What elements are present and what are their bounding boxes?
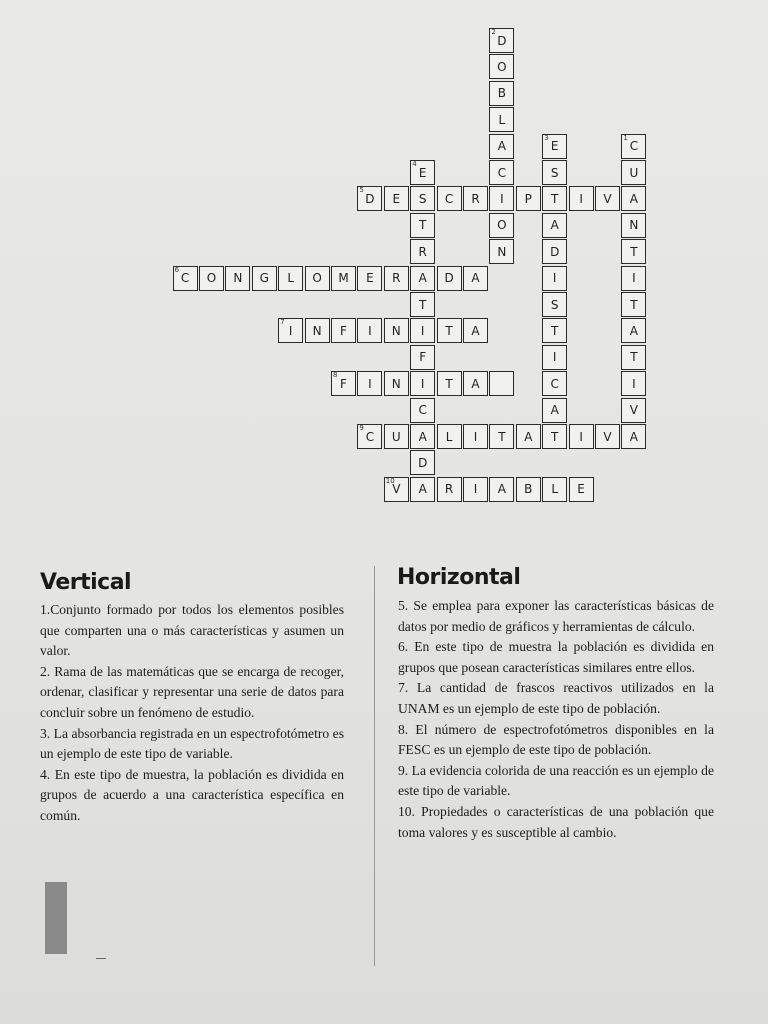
- cell-letter: I: [579, 429, 583, 444]
- crossword-cell[interactable]: [489, 28, 514, 53]
- cell-letter: R: [392, 271, 401, 286]
- crossword-cell[interactable]: [542, 318, 567, 343]
- crossword-cell[interactable]: [621, 345, 646, 370]
- crossword-cell[interactable]: [410, 213, 435, 238]
- crossword-cell[interactable]: [542, 239, 567, 264]
- crossword-cell[interactable]: [621, 213, 646, 238]
- cell-letter: T: [445, 376, 453, 391]
- cell-letter: P: [524, 191, 532, 206]
- crossword-cell[interactable]: [331, 318, 356, 343]
- cell-letter: N: [629, 218, 639, 233]
- cell-letter: N: [391, 376, 401, 391]
- cell-letter: I: [632, 376, 636, 391]
- crossword-cell[interactable]: [621, 186, 646, 211]
- crossword-cell[interactable]: [437, 477, 462, 502]
- crossword-cell[interactable]: [542, 186, 567, 211]
- cell-letter: A: [629, 429, 638, 444]
- cell-letter: C: [550, 376, 559, 391]
- crossword-cell[interactable]: [410, 266, 435, 291]
- cell-letter: D: [444, 271, 454, 286]
- crossword-cell[interactable]: [357, 186, 382, 211]
- crossword-cell[interactable]: [410, 318, 435, 343]
- crossword-cell[interactable]: [621, 424, 646, 449]
- crossword-cell[interactable]: [384, 371, 409, 396]
- crossword-cell[interactable]: [384, 186, 409, 211]
- column-divider: [374, 566, 375, 966]
- crossword-cell[interactable]: [489, 239, 514, 264]
- cell-letter: I: [420, 376, 425, 391]
- cell-letter: T: [630, 350, 638, 365]
- crossword-cell[interactable]: [516, 477, 541, 502]
- crossword-cell[interactable]: [569, 424, 594, 449]
- cell-letter: T: [498, 429, 506, 444]
- cell-number: 2: [491, 28, 496, 36]
- cell-letter: I: [552, 350, 557, 365]
- cell-letter: A: [550, 218, 559, 233]
- crossword-cell[interactable]: [621, 371, 646, 396]
- crossword-cell[interactable]: [621, 266, 646, 291]
- cell-letter: A: [471, 323, 480, 338]
- crossword-cell[interactable]: [384, 424, 409, 449]
- cell-letter: A: [497, 482, 506, 497]
- cell-letter: V: [629, 403, 638, 418]
- crossword-cell[interactable]: [463, 424, 488, 449]
- crossword-cell[interactable]: [595, 186, 620, 211]
- clue-vertical-2: 2. Rama de las matemáticas que se encarga de recoger, ordenar, clasificar y representar una serie de datos para concluir sobre un fenómeno de estudio.: [40, 663, 344, 720]
- crossword-cell[interactable]: [410, 450, 435, 475]
- crossword-cell[interactable]: [463, 371, 488, 396]
- cell-letter: I: [288, 323, 293, 338]
- crossword-cell[interactable]: [410, 292, 435, 317]
- crossword-cell[interactable]: [542, 371, 567, 396]
- crossword-cell[interactable]: [542, 345, 567, 370]
- crossword-cell[interactable]: [225, 266, 250, 291]
- cell-letter: C: [497, 165, 507, 180]
- cell-letter: C: [365, 429, 375, 444]
- cell-letter: D: [365, 191, 375, 206]
- cell-letter: A: [418, 429, 427, 444]
- crossword-cell[interactable]: [489, 107, 514, 132]
- crossword-cell[interactable]: [542, 160, 567, 185]
- crossword-cell[interactable]: [621, 318, 646, 343]
- cell-letter: N: [233, 271, 243, 286]
- cell-letter: T: [445, 323, 453, 338]
- cell-number: 1: [623, 133, 628, 142]
- crossword-cell[interactable]: [542, 477, 567, 502]
- cell-letter: N: [497, 244, 507, 259]
- cell-letter: T: [419, 218, 427, 233]
- crossword-cell[interactable]: [621, 239, 646, 264]
- clue-vertical-3: 3. La absorbancia registrada en un espectrofotómetro es un ejemplo de este tipo de variable.: [40, 725, 344, 762]
- cell-letter: U: [629, 165, 639, 180]
- cell-letter: D: [418, 455, 428, 470]
- crossword-cell[interactable]: [278, 266, 303, 291]
- crossword-cell[interactable]: [384, 477, 409, 502]
- cell-letter: A: [418, 271, 427, 286]
- cell-letter: I: [473, 482, 478, 497]
- crossword-cell[interactable]: [569, 477, 594, 502]
- crossword-cell[interactable]: [410, 371, 435, 396]
- cell-letter: F: [340, 323, 347, 338]
- crossword-cell[interactable]: [542, 292, 567, 317]
- cell-letter: C: [444, 191, 454, 206]
- cell-letter: I: [420, 323, 425, 338]
- crossword-cell[interactable]: [331, 266, 356, 291]
- cell-letter: O: [206, 271, 217, 286]
- cell-letter: A: [471, 271, 480, 286]
- crossword-cell[interactable]: [437, 424, 462, 449]
- cell-letter: A: [629, 191, 638, 206]
- cell-letter: T: [551, 191, 559, 206]
- crossword-cell[interactable]: [437, 318, 462, 343]
- cell-letter: E: [550, 139, 559, 154]
- cell-letter: D: [550, 244, 560, 259]
- crossword-cell[interactable]: [410, 160, 435, 185]
- cell-letter: I: [552, 271, 557, 286]
- clue-horizontal-8: 8. El número de espectrofotómetros disponibles en la FESC es un ejemplo de este tipo de población.: [398, 721, 714, 758]
- crossword-cell[interactable]: [410, 345, 435, 370]
- crossword-cell[interactable]: [489, 213, 514, 238]
- cell-letter: G: [259, 271, 269, 286]
- cell-letter: I: [632, 271, 636, 286]
- cell-letter: T: [551, 429, 559, 444]
- crossword-cell[interactable]: [489, 81, 514, 106]
- vertical-heading: Vertical: [40, 570, 132, 595]
- cell-number: 8: [333, 371, 338, 380]
- clue-horizontal-9: 9. La evidencia colorida de una reacción es un ejemplo de este tipo de variable.: [398, 762, 714, 799]
- cell-letter: B: [497, 86, 506, 101]
- crossword-cell[interactable]: [569, 186, 594, 211]
- crossword-cell[interactable]: [410, 398, 435, 423]
- crossword-cell[interactable]: [173, 266, 198, 291]
- cell-letter: C: [418, 403, 427, 418]
- cell-letter: E: [366, 271, 374, 286]
- cell-letter: L: [498, 112, 506, 127]
- cell-number: 4: [412, 160, 417, 168]
- cell-letter: E: [418, 165, 427, 180]
- crossword-cell[interactable]: [437, 371, 462, 396]
- cell-letter: U: [391, 429, 401, 444]
- cell-letter: A: [629, 323, 638, 338]
- crossword-cell[interactable]: [489, 54, 514, 79]
- crossword-cell[interactable]: [463, 186, 488, 211]
- crossword-cell[interactable]: [463, 266, 488, 291]
- clue-horizontal-6: 6. En este tipo de muestra la población es dividida en grupos que posean características similares entre ellos.: [398, 639, 714, 675]
- cell-letter: I: [579, 191, 583, 206]
- cell-letter: N: [312, 323, 322, 338]
- cell-letter: L: [445, 429, 453, 444]
- cell-letter: I: [473, 429, 478, 444]
- cell-letter: C: [629, 139, 639, 154]
- crossword-cell[interactable]: [489, 160, 514, 185]
- cell-letter: R: [418, 244, 427, 259]
- crossword-cell[interactable]: [542, 134, 567, 159]
- crossword-cell[interactable]: [489, 186, 514, 211]
- cell-letter: A: [497, 139, 506, 154]
- cell-number: 3: [544, 133, 549, 142]
- cell-letter: F: [340, 376, 347, 391]
- crossword-cell[interactable]: [516, 424, 541, 449]
- crossword-cell[interactable]: [278, 318, 303, 343]
- cell-number: 7: [280, 318, 285, 327]
- crossword-cell[interactable]: [542, 213, 567, 238]
- cell-number: 10: [385, 476, 395, 485]
- crossword-cell[interactable]: [489, 134, 514, 159]
- crossword-cell[interactable]: [410, 424, 435, 449]
- cell-letter: I: [368, 323, 372, 338]
- crossword-cell[interactable]: [357, 266, 382, 291]
- cell-letter: A: [550, 403, 559, 418]
- cell-letter: T: [419, 297, 427, 312]
- cell-number: 5: [359, 186, 364, 195]
- crossword-cell[interactable]: [516, 186, 541, 211]
- vertical-clues: [40, 600, 344, 827]
- cell-letter: V: [603, 191, 612, 206]
- cell-letter: A: [524, 429, 533, 444]
- horizontal-heading: Horizontal: [397, 565, 521, 590]
- clue-vertical-4: 4. En este tipo de muestra, la población es dividida en grupos de acuerdo a una característica específica en común.: [40, 766, 344, 823]
- cell-letter: A: [471, 376, 480, 391]
- crossword-cell[interactable]: [621, 398, 646, 423]
- crossword-cell[interactable]: [621, 134, 646, 159]
- gray-margin-bar: [45, 882, 67, 954]
- crossword-cell[interactable]: [410, 186, 435, 211]
- crossword-cell[interactable]: [542, 398, 567, 423]
- crossword-cell[interactable]: [621, 292, 646, 317]
- crossword-cell[interactable]: [357, 424, 382, 449]
- crossword-cell[interactable]: [305, 318, 330, 343]
- crossword-cell[interactable]: [595, 424, 620, 449]
- cell-letter: I: [368, 376, 372, 391]
- crossword-cell[interactable]: [252, 266, 277, 291]
- crossword-cell[interactable]: [542, 424, 567, 449]
- cell-letter: R: [471, 191, 480, 206]
- crossword-cell[interactable]: [463, 477, 488, 502]
- cell-number: 6: [174, 265, 180, 274]
- clue-horizontal-7: 7. La cantidad de frascos reactivos utilizados en la UNAM es un ejemplo de este tipo de población.: [398, 680, 714, 716]
- crossword-cell[interactable]: [331, 371, 356, 396]
- cell-letter: D: [497, 33, 507, 48]
- small-dash: [96, 958, 106, 959]
- cell-letter: R: [444, 482, 454, 497]
- cell-letter: E: [577, 482, 585, 497]
- clue-vertical-1: 1.Conjunto formado por todos los elementos posibles que comparten una o más características y asumen un valor.: [40, 602, 344, 659]
- crossword-cell[interactable]: [384, 318, 409, 343]
- crossword-cell[interactable]: [489, 424, 514, 449]
- cell-letter: S: [418, 191, 427, 206]
- cell-number: 9: [359, 424, 364, 432]
- cell-letter: N: [391, 323, 401, 338]
- crossword-cell[interactable]: [410, 477, 435, 502]
- cell-letter: T: [630, 297, 638, 312]
- crossword-cell[interactable]: [384, 266, 409, 291]
- crossword-cell[interactable]: [437, 186, 462, 211]
- cell-letter: C: [180, 271, 190, 286]
- crossword-cell[interactable]: [305, 266, 330, 291]
- cell-letter: L: [551, 482, 559, 497]
- cell-letter: I: [500, 191, 504, 206]
- crossword-cell[interactable]: [463, 318, 488, 343]
- crossword-cell[interactable]: [410, 239, 435, 264]
- cell-letter: V: [392, 482, 401, 497]
- clue-horizontal-5: 5. Se emplea para exponer las características básicas de datos por medio de gráficos y herramientas de cálculo.: [398, 598, 714, 634]
- cell-letter: L: [287, 271, 295, 286]
- horizontal-clues: [398, 596, 714, 843]
- cell-letter: B: [524, 482, 533, 497]
- cell-letter: M: [338, 271, 349, 286]
- cell-letter: T: [551, 323, 559, 338]
- crossword-cell[interactable]: [489, 371, 514, 396]
- cell-letter: O: [497, 218, 507, 233]
- crossword-cell[interactable]: [489, 477, 514, 502]
- cell-letter: O: [312, 271, 322, 286]
- cell-letter: E: [392, 191, 401, 206]
- cell-letter: A: [418, 482, 427, 497]
- cell-letter: T: [630, 244, 638, 259]
- crossword-cell[interactable]: [542, 266, 567, 291]
- cell-letter: F: [419, 350, 427, 365]
- crossword-cell[interactable]: [621, 160, 646, 185]
- cell-letter: V: [603, 429, 612, 444]
- crossword-cell[interactable]: [199, 266, 224, 291]
- clue-horizontal-10: 10. Propiedades o características de una población que toma valores y es susceptible al cambio.: [398, 803, 714, 840]
- crossword-cell[interactable]: [357, 318, 382, 343]
- cell-letter: S: [550, 297, 559, 312]
- cell-letter: O: [497, 59, 507, 74]
- crossword-cell[interactable]: [437, 266, 462, 291]
- cell-letter: S: [550, 165, 559, 180]
- crossword-cell[interactable]: [357, 371, 382, 396]
